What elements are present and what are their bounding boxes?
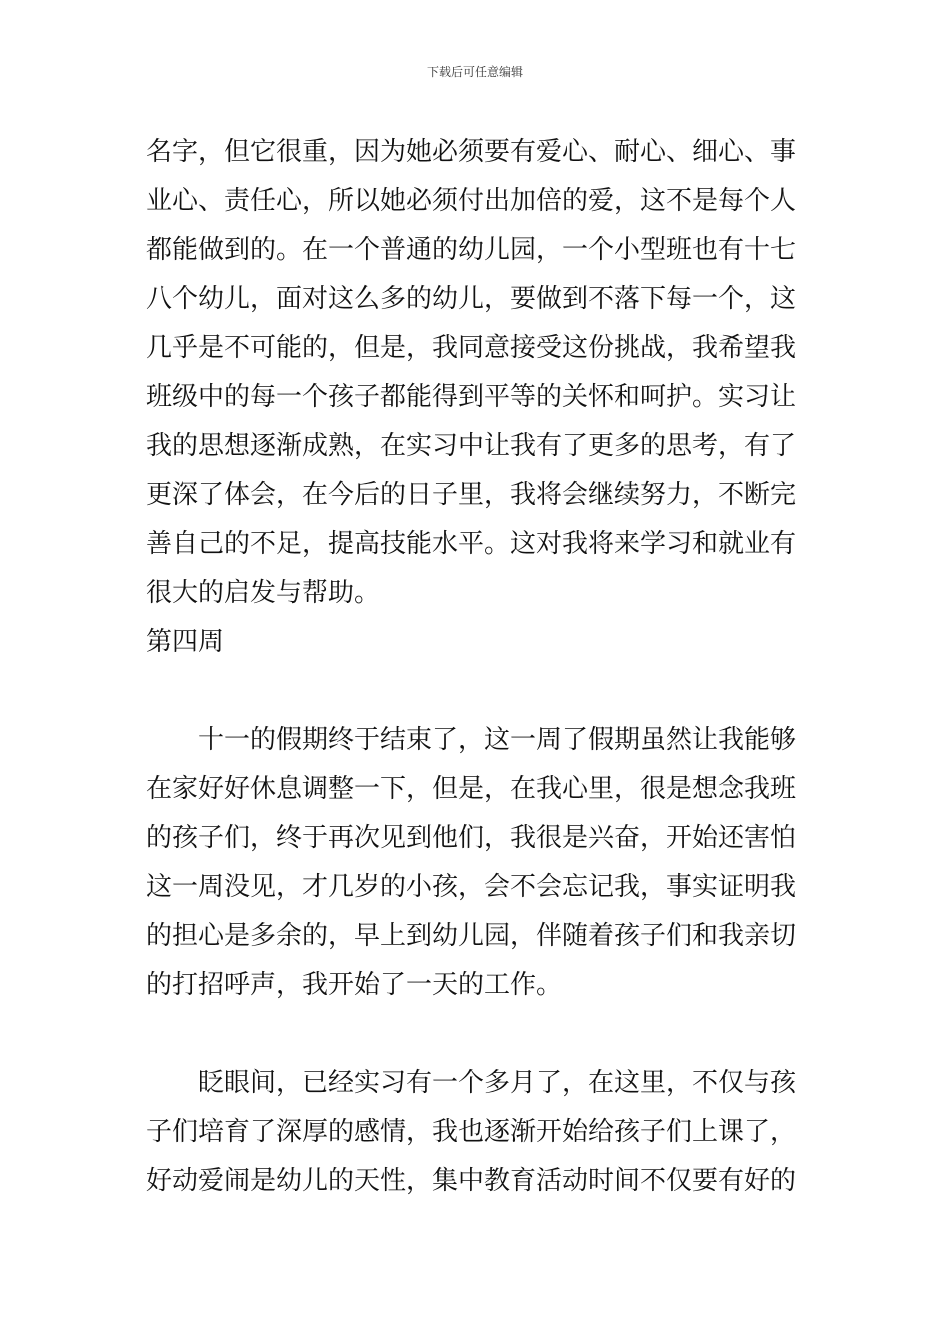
text-line: 名字，但它很重，因为她必须要有爱心、耐心、细心、事 bbox=[146, 137, 797, 167]
text-line: 的担心是多余的，早上到幼儿园，伴随着孩子们和我亲切 bbox=[146, 921, 797, 951]
text-line: 很大的启发与帮助。 bbox=[146, 578, 381, 608]
spacer bbox=[146, 1010, 810, 1059]
section-title: 第四周 bbox=[146, 627, 225, 657]
text-line: 更深了体会，在今后的日子里，我将会继续努力，不断完 bbox=[146, 480, 797, 510]
text-line: 善自己的不足，提高技能水平。这对我将来学习和就业有 bbox=[146, 529, 797, 559]
text-line: 子们培育了深厚的感情，我也逐渐开始给孩子们上课了， bbox=[146, 1117, 797, 1147]
text-line: 八个幼儿，面对这么多的幼儿，要做到不落下每一个，这 bbox=[146, 284, 797, 314]
document-body bbox=[146, 128, 810, 1206]
text-line: 这一周没见，才几岁的小孩，会不会忘记我，事实证明我 bbox=[146, 872, 797, 902]
text-line: 业心、责任心，所以她必须付出加倍的爱，这不是每个人 bbox=[146, 186, 797, 216]
text-line: 好动爱闹是幼儿的天性，集中教育活动时间不仅要有好的 bbox=[146, 1166, 797, 1196]
page-header: 下载后可任意编辑 bbox=[426, 65, 523, 79]
text-line: 几乎是不可能的，但是，我同意接受这份挑战，我希望我 bbox=[146, 333, 797, 363]
text-line: 都能做到的。在一个普通的幼儿园，一个小型班也有十七 bbox=[146, 235, 797, 265]
text-line: 班级中的每一个孩子都能得到平等的关怀和呵护。实习让 bbox=[146, 382, 797, 412]
paragraph-teaching bbox=[146, 1059, 810, 1206]
text-line: 我的思想逐渐成熟，在实习中让我有了更多的思考，有了 bbox=[146, 431, 797, 461]
paragraph-continued bbox=[146, 128, 810, 618]
spacer bbox=[146, 667, 810, 716]
paragraph-week-four bbox=[146, 716, 810, 1010]
text-line: 十一的假期终于结束了，这一周了假期虽然让我能够 bbox=[198, 725, 797, 755]
text-line: 的孩子们，终于再次见到他们，我很是兴奋，开始还害怕 bbox=[146, 823, 797, 853]
text-line: 眨眼间，已经实习有一个多月了，在这里，不仅与孩 bbox=[198, 1068, 797, 1098]
text-line: 的打招呼声，我开始了一天的工作。 bbox=[146, 970, 563, 1000]
text-line: 在家好好休息调整一下，但是，在我心里，很是想念我班 bbox=[146, 774, 797, 804]
